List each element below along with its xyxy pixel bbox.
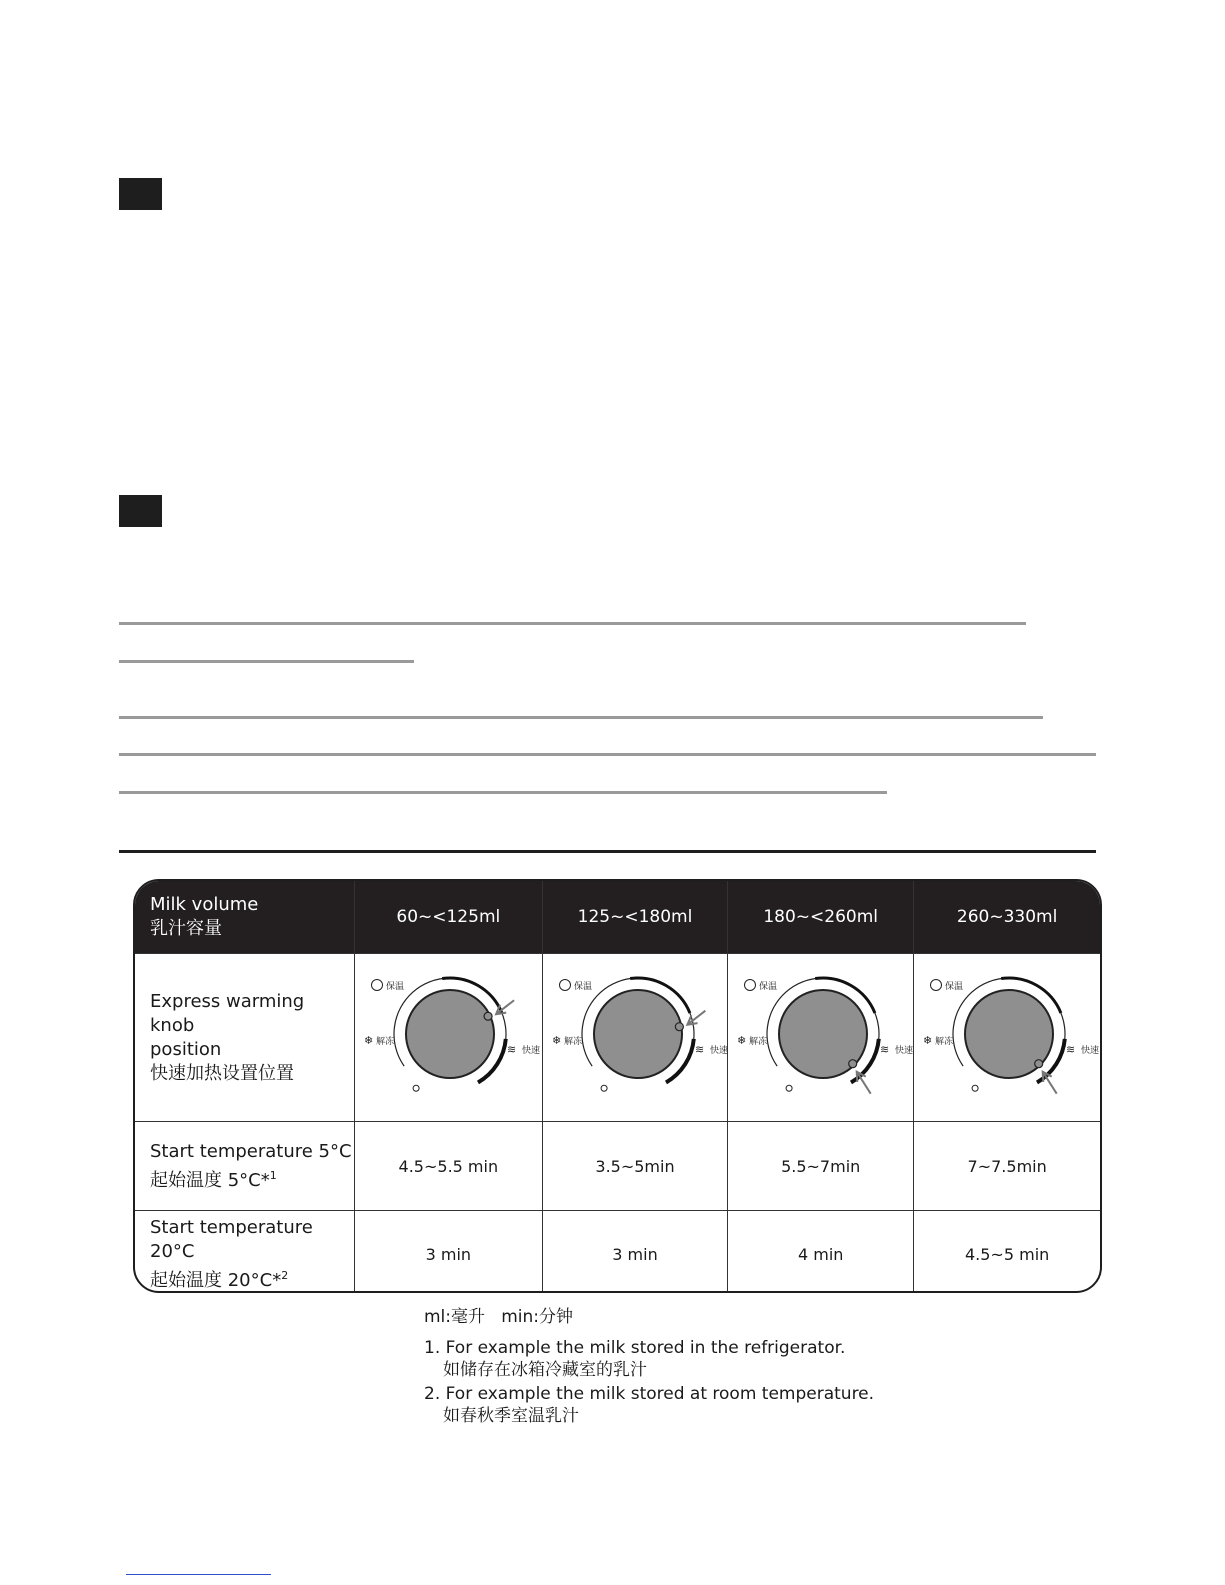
defrost-label: 解冻 [563, 1037, 582, 1047]
start-20c-label-en: Start temperature 20°C [150, 1216, 313, 1262]
time-cell: 5.5~7min [728, 1122, 914, 1211]
knob-cell [542, 954, 727, 1122]
express-label: 快速 [895, 1046, 914, 1056]
defrost-label: 解冻 [375, 1037, 394, 1047]
knob-label-line2: position [150, 1038, 222, 1060]
time-cell: 3 min [354, 1211, 542, 1294]
keep-warm-label: 保温 [759, 982, 778, 992]
knob-dial-icon [543, 954, 728, 1117]
off-mark-icon [601, 1085, 607, 1091]
footnote-ref-1: 1 [269, 1168, 277, 1182]
express-label: 快速 [1081, 1046, 1100, 1056]
knob-pointer [675, 1023, 683, 1031]
defrost-icon: ❄ [923, 1034, 933, 1047]
defrost-icon: ❄ [551, 1034, 562, 1047]
knob-cell [914, 954, 1100, 1122]
knob-dial-icon [914, 954, 1100, 1117]
knob-row-label [135, 954, 354, 1122]
step-marker-2 [119, 495, 162, 527]
volume-header-cell: 260~330ml [914, 881, 1100, 954]
text-line [119, 622, 1026, 625]
table-row-start-20c [135, 1211, 1100, 1294]
defrost-label: 解冻 [935, 1037, 954, 1047]
text-line [119, 716, 1043, 719]
time-cell: 3.5~5min [542, 1122, 727, 1211]
express-heat-icon: ≋ [880, 1043, 890, 1056]
text-line [119, 753, 1096, 756]
units-note: ml:毫升 min:分钟 [424, 1307, 574, 1327]
time-cell: 7~7.5min [914, 1122, 1100, 1211]
knob-label-zh: 快速加热设置位置 [150, 1062, 294, 1084]
step-marker-1 [119, 178, 162, 210]
footnote-ref-2: 2 [281, 1268, 289, 1282]
off-mark-icon [786, 1085, 792, 1091]
express-heat-icon: ≋ [1066, 1043, 1076, 1056]
link-underline [126, 1574, 271, 1575]
keep-warm-icon [559, 980, 570, 991]
table-row-start-5c [135, 1122, 1100, 1211]
keep-warm-label: 保温 [573, 982, 592, 992]
off-mark-icon [413, 1085, 419, 1091]
knob-pointer [849, 1060, 857, 1068]
express-heat-icon: ≋ [694, 1043, 705, 1056]
start-5c-label [135, 1122, 354, 1211]
knob-label-line1: Express warming knob [150, 990, 305, 1036]
defrost-icon: ❄ [363, 1034, 373, 1047]
start-5c-label-zh: 起始温度 5°C* [150, 1169, 270, 1191]
knob-dial-icon [728, 954, 914, 1117]
knob-cell [728, 954, 914, 1122]
keep-warm-icon [745, 980, 756, 991]
time-cell: 4 min [728, 1211, 914, 1294]
warming-time-table [133, 879, 1102, 1293]
footnote-1-en: 1. For example the milk stored in the refrigerator. [424, 1338, 846, 1358]
footnote-2-zh: 如春秋季室温乳汁 [443, 1406, 579, 1426]
express-label: 快速 [521, 1046, 540, 1056]
express-label: 快速 [709, 1046, 728, 1056]
knob-cell [354, 954, 542, 1122]
off-mark-icon [972, 1085, 978, 1091]
milk-volume-label-zh: 乳汁容量 [150, 918, 222, 939]
defrost-label: 解冻 [749, 1037, 768, 1047]
start-5c-label-zh-wrap [150, 1164, 354, 1193]
volume-header-cell: 180~<260ml [728, 881, 914, 954]
footnote-2-en: 2. For example the milk stored at room temperature. [424, 1384, 875, 1404]
time-cell: 3 min [542, 1211, 727, 1294]
keep-warm-label: 保温 [945, 982, 964, 992]
table-row-knob [135, 954, 1100, 1122]
keep-warm-label: 保温 [385, 982, 404, 992]
volume-header-cell: 60~<125ml [354, 881, 542, 954]
text-line [119, 660, 414, 663]
volume-header-cell: 125~<180ml [542, 881, 727, 954]
knob-body [406, 990, 494, 1078]
start-20c-label-zh-wrap [150, 1264, 354, 1293]
text-line [119, 791, 887, 794]
milk-volume-header [135, 881, 354, 954]
keep-warm-icon [371, 980, 382, 991]
knob-dial-icon [355, 954, 543, 1117]
start-20c-label-zh: 起始温度 20°C* [150, 1269, 282, 1291]
milk-volume-label: Milk volume [150, 894, 259, 915]
keep-warm-icon [931, 980, 942, 991]
knob-pointer [484, 1012, 492, 1020]
time-cell: 4.5~5 min [914, 1211, 1100, 1294]
knob-pointer [1035, 1060, 1043, 1068]
express-heat-icon: ≋ [506, 1043, 516, 1056]
time-cell: 4.5~5.5 min [354, 1122, 542, 1211]
defrost-icon: ❄ [737, 1034, 747, 1047]
section-rule [119, 850, 1096, 853]
start-5c-label-en: Start temperature 5°C [150, 1140, 352, 1162]
start-20c-label [135, 1211, 354, 1294]
knob-body [594, 990, 682, 1078]
footnote-1-zh: 如储存在冰箱冷藏室的乳汁 [443, 1360, 647, 1380]
table-header-row [135, 881, 1100, 954]
